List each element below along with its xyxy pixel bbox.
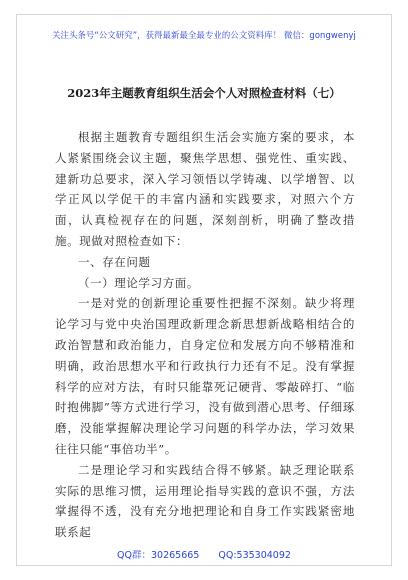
document-page: [16, 14, 392, 566]
body-paragraph-1: 一是对党的创新理论重要性把握不深刻。缺少将理论学习与党中央治国理政新理念新思想新战略相结合的政治智慧和政治能力，自身定位和发展方向不够精准和明确，政治思想水平和行政执行力还有不足。没有掌握科学的应对方法，有时只能靠死记硬背、零敲碎打、“临时抱佛脚”等方式进行学习，没有做到潜心思考、仔细琢磨，没能掌握解决理论学习问题的科学办法，学习效果往往只能“事倍功半”。: [55, 296, 355, 456]
body-paragraph-2: 二是理论学习和实践结合得不够紧。缺乏理论联系实际的思维习惯，运用理论指导实践的意识不强，方法掌握得不透，没有充分地把理论和自身工作实践紧密地联系起: [55, 462, 355, 540]
subsection-heading: （一）理论学习方面。: [78, 275, 199, 290]
footer-qq-group: QQ群：30265665: [117, 550, 200, 561]
section-heading: 一、存在问题: [78, 254, 151, 269]
footer-qq: QQ:535304092: [218, 550, 291, 561]
document-body: [55, 127, 355, 543]
document-title: 2023年主题教育组织生活会个人对照检查材料（七）: [67, 86, 341, 100]
intro-paragraph: 根据主题教育专题组织生活会实施方案的要求，本人紧紧围绕会议主题，聚焦学思想、强党性、重实践、建新功总要求，深入学习领悟以学铸魂、以学增智、以学正风以学促干的丰富内涵和实践要求，对照六个方面，认真检视存在的问题，深刻剖析，明确了整改措施。现做对照检查如下：: [55, 130, 355, 248]
footer-contact: [17, 547, 391, 561]
header-promo-note: 关注头条号“公文研究”，获得最新最全最专业的公文资料库！ 微信：gongwenyj: [52, 30, 356, 40]
